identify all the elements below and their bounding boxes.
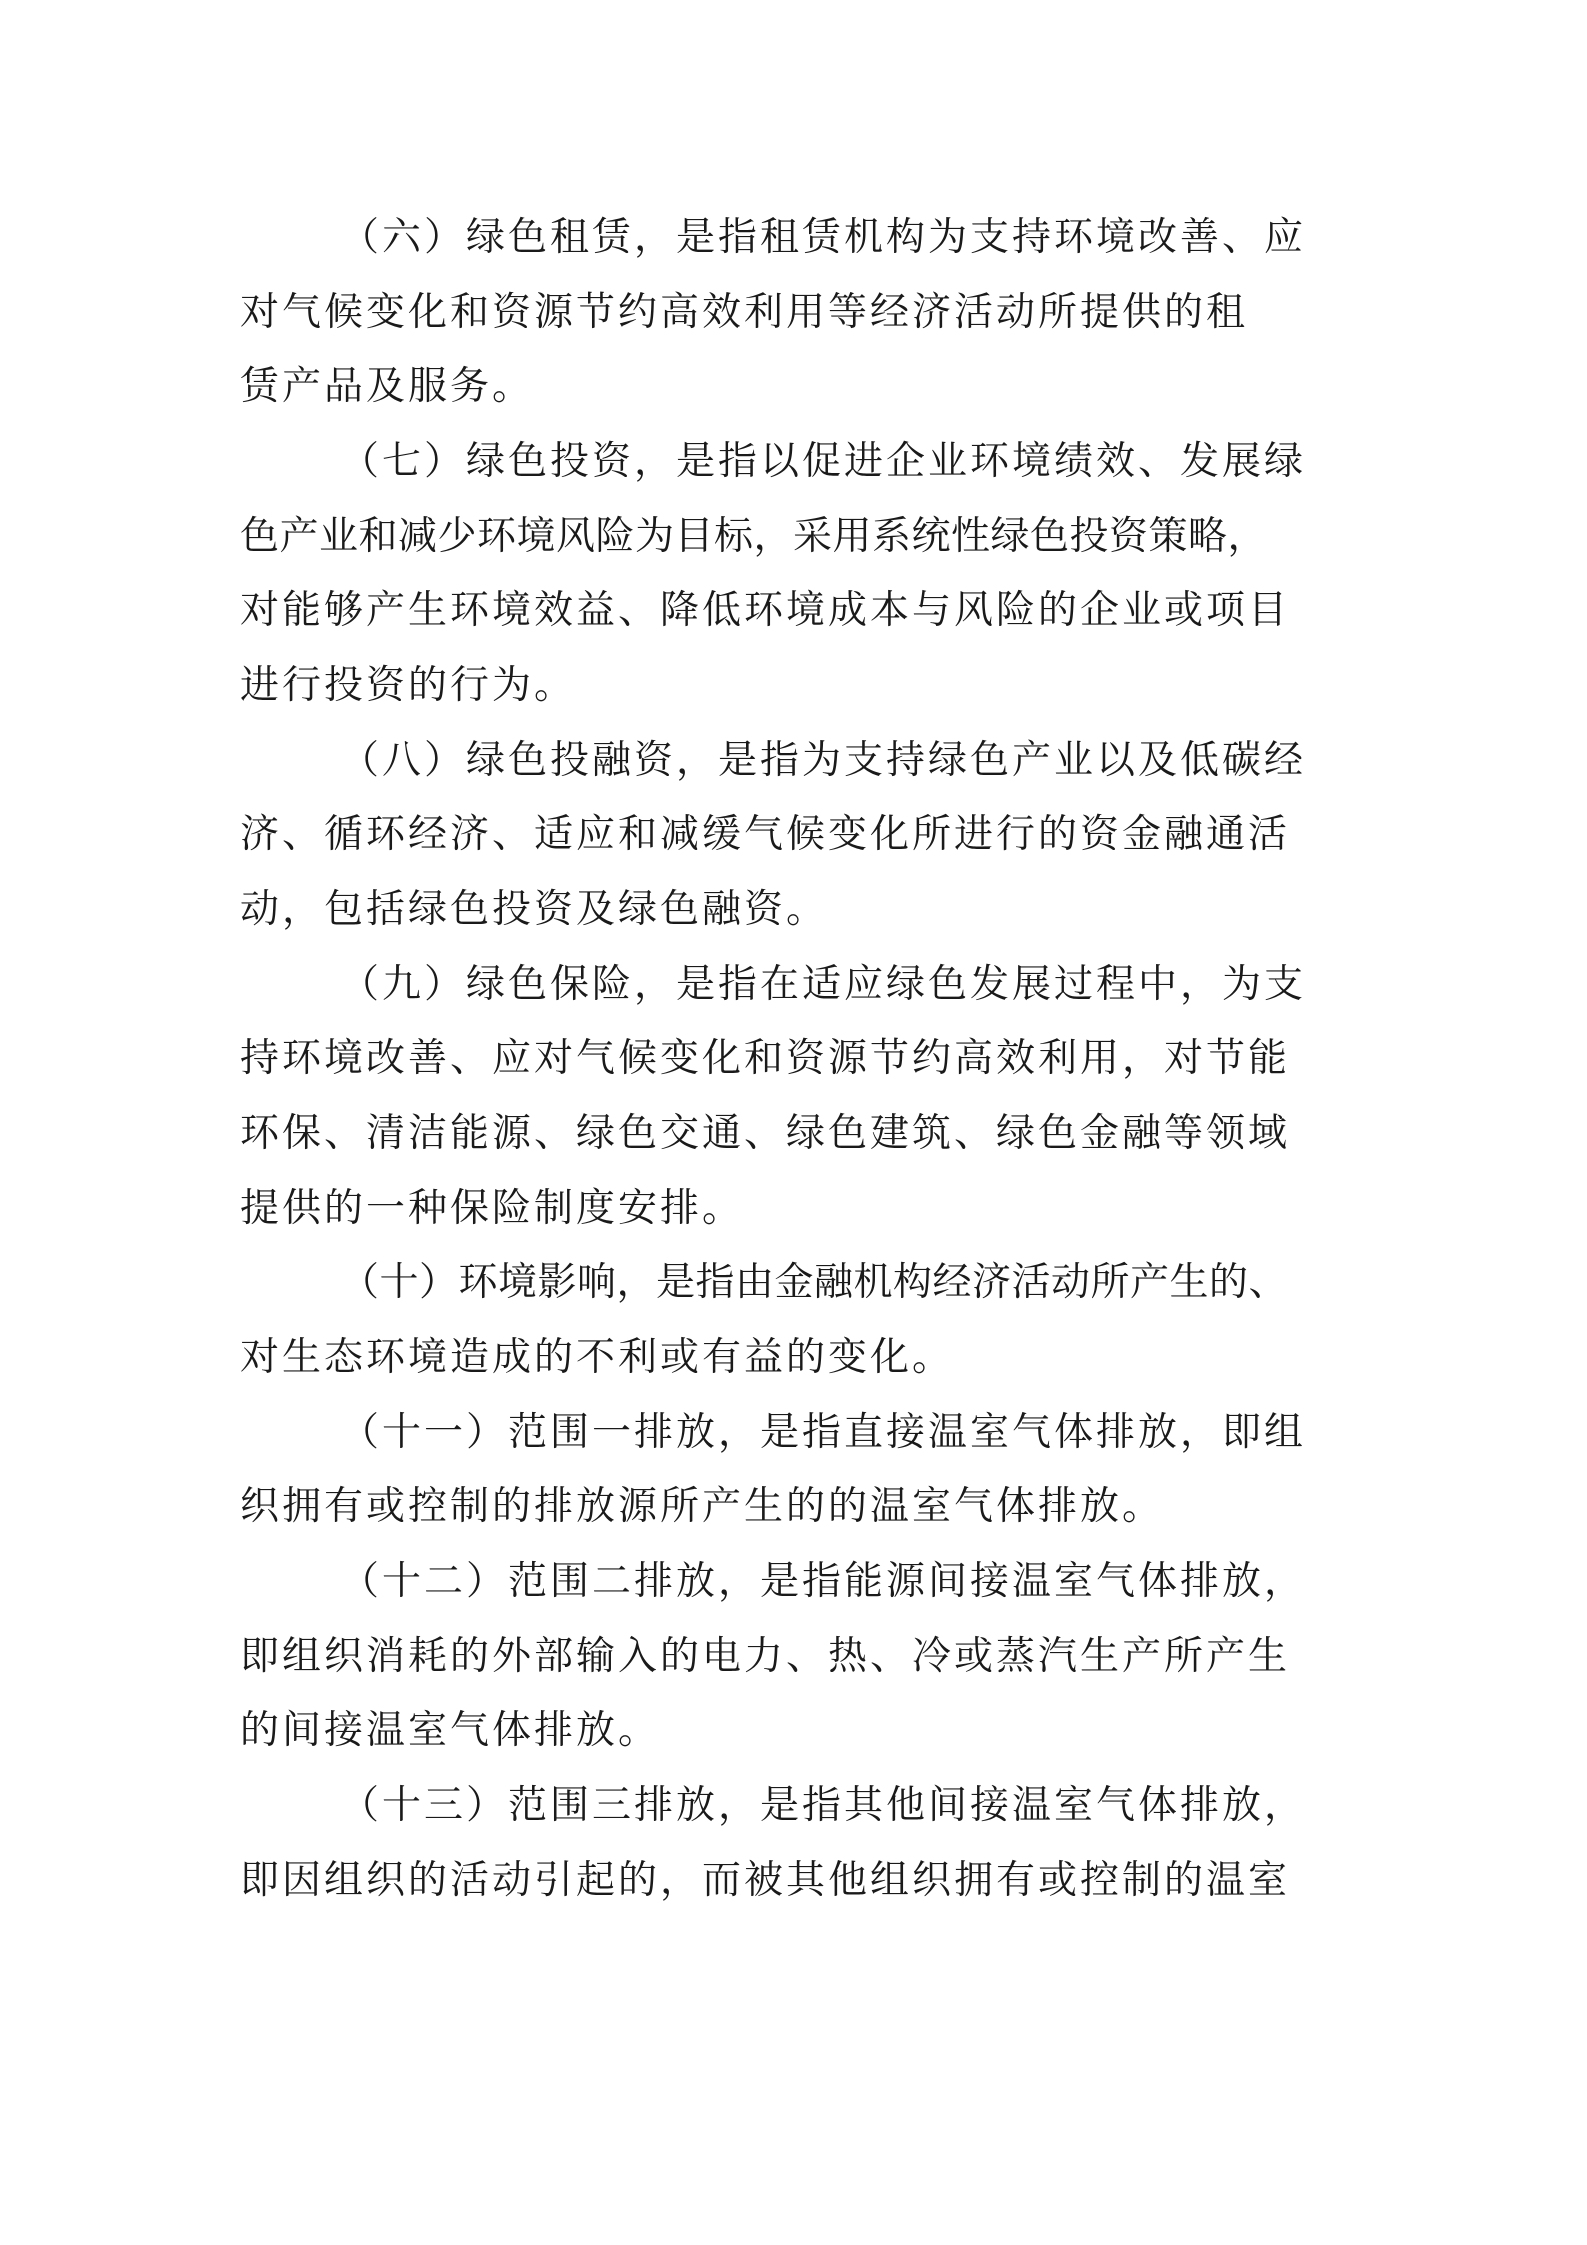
paragraph-line: 提供的一种保险制度安排。 xyxy=(240,1186,745,1231)
paragraph-line: 赁产品及服务。 xyxy=(240,364,535,409)
paragraph-line: （七）绿色投资，是指以促进企业环境绩效、发展绿 xyxy=(340,439,1307,484)
paragraph-line: 对生态环境造成的不利或有益的变化。 xyxy=(240,1335,955,1380)
paragraph-line: 环保、清洁能源、绿色交通、绿色建筑、绿色金融等领域 xyxy=(240,1111,1291,1156)
paragraph-line: （八）绿色投融资，是指为支持绿色产业以及低碳经 xyxy=(340,738,1307,783)
paragraph-line: 济、循环经济、适应和减缓气候变化所进行的资金融通活 xyxy=(240,812,1291,857)
paragraph-line: 即组织消耗的外部输入的电力、热、冷或蒸汽生产所产生 xyxy=(240,1634,1291,1679)
paragraph-line: 动，包括绿色投资及绿色融资。 xyxy=(240,887,829,932)
paragraph-line: 织拥有或控制的排放源所产生的的温室气体排放。 xyxy=(240,1484,1165,1529)
paragraph-line: 色产业和减少环境风险为目标，采用系统性绿色投资策略， xyxy=(240,514,1268,559)
paragraph-line: （九）绿色保险，是指在适应绿色发展过程中，为支 xyxy=(340,962,1307,1007)
paragraph-line: 持环境改善、应对气候变化和资源节约高效利用，对节能 xyxy=(240,1036,1291,1081)
document-page xyxy=(240,0,1350,2245)
paragraph-line: 的间接温室气体排放。 xyxy=(240,1708,661,1753)
paragraph-line: （十一）范围一排放，是指直接温室气体排放，即组 xyxy=(340,1410,1307,1455)
paragraph-line: （六）绿色租赁，是指租赁机构为支持环境改善、应 xyxy=(340,215,1307,260)
paragraph-line: 对能够产生环境效益、降低环境成本与风险的企业或项目 xyxy=(240,588,1291,633)
paragraph-line: 即因组织的活动引起的，而被其他组织拥有或控制的温室 xyxy=(240,1858,1291,1903)
paragraph-line: （十）环境影响，是指由金融机构经济活动所产生的、 xyxy=(340,1260,1289,1305)
paragraph-line: 对气候变化和资源节约高效利用等经济活动所提供的租 xyxy=(240,290,1249,335)
paragraph-line: （十二）范围二排放，是指能源间接温室气体排放， xyxy=(340,1559,1307,1604)
paragraph-line: （十三）范围三排放，是指其他间接温室气体排放， xyxy=(340,1783,1307,1828)
paragraph-line: 进行投资的行为。 xyxy=(240,663,577,708)
